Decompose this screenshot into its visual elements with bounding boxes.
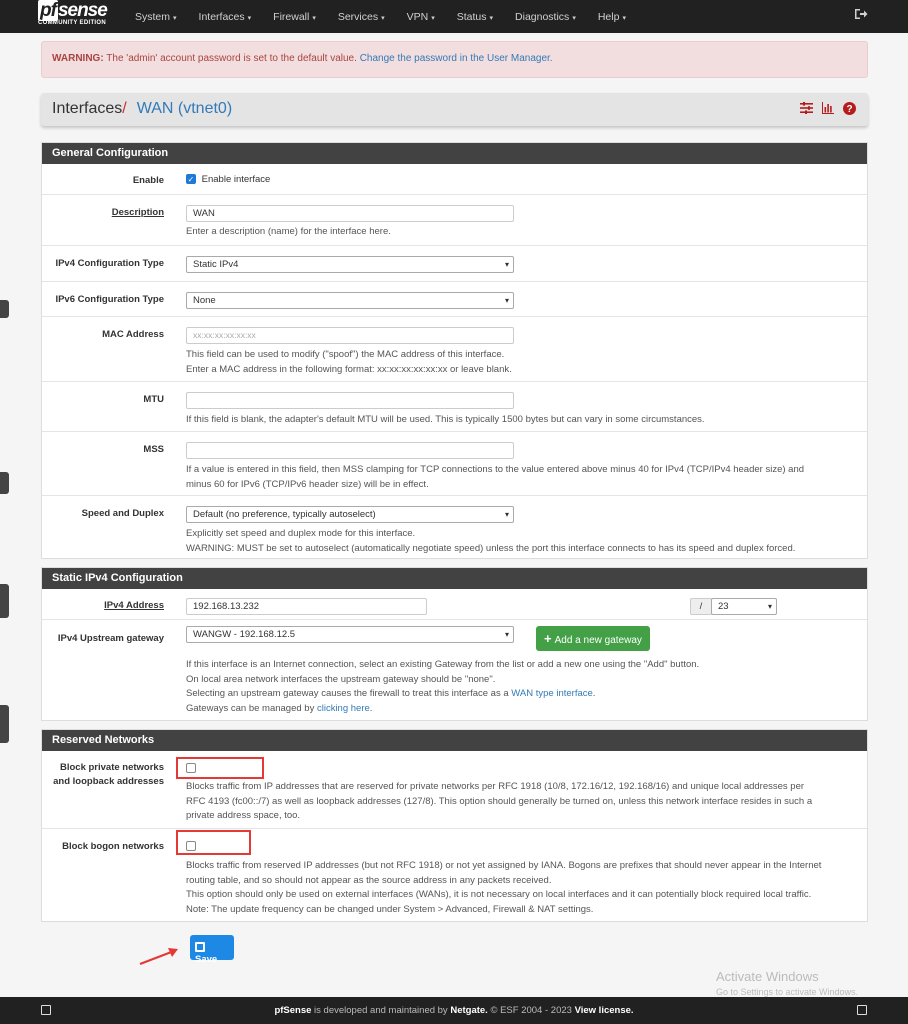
- row-ipv4-address: [42, 589, 867, 620]
- block-private-checkbox[interactable]: [186, 763, 196, 774]
- chevron-down-icon: ▾: [767, 602, 772, 611]
- gateway-help: If this interface is an Internet connection, select an existing Gateway from the list or add a new one using the "Add" button. On local area network interfaces the upstream gateway should be "none". Selecting an upstream gateway causes the firewall to treat this interface as a WAN type interface. Gateways can be managed by clicking here.: [186, 659, 700, 714]
- row-enable: [42, 164, 867, 195]
- svg-text:?: ?: [846, 104, 853, 115]
- mtu-label: MTU: [143, 394, 164, 405]
- ipv4-address-label: IPv4 Address: [104, 600, 164, 611]
- menu-diagnostics[interactable]: Diagnostics ▾: [515, 10, 576, 23]
- bar-chart-icon[interactable]: [822, 102, 834, 118]
- row-speed-duplex: [42, 496, 867, 559]
- chevron-down-icon: ▾: [504, 296, 509, 305]
- netgate-link[interactable]: Netgate.: [450, 1005, 488, 1016]
- menu-vpn[interactable]: VPN ▾: [406, 10, 435, 23]
- save-button[interactable]: Save: [190, 935, 234, 960]
- row-ipv4-type: [42, 246, 867, 282]
- ipv4-address-input[interactable]: 192.168.13.232: [186, 598, 427, 615]
- gateway-select[interactable]: WANGW - 192.168.12.5 ▾: [186, 626, 514, 643]
- ipv4-type-label: IPv4 Configuration Type: [55, 258, 164, 269]
- side-tab[interactable]: [0, 584, 9, 618]
- block-private-help: Blocks traffic from IP addresses that are reserved for private networks per RFC 1918 (10/8, 172.16/12, 192.168/16) and unique local addresses per RFC 4193 (fc00::/7) as well as loopback addresses (127/8). This option should generally be turned on, unless this network interface resides in such a private address space, too.: [186, 781, 813, 821]
- footer-brand: pfSense: [274, 1005, 312, 1016]
- edition-label: COMMUNITY EDITION: [38, 20, 106, 26]
- speed-label: Speed and Duplex: [81, 508, 164, 519]
- general-configuration-panel: [41, 142, 868, 559]
- mtu-input[interactable]: [186, 392, 514, 409]
- ipv4-type-select[interactable]: Static IPv4 ▾: [186, 256, 514, 273]
- mss-help: If a value is entered in this field, then MSS clamping for TCP connections to the value entered above minus 40 for IPv4 (TCP/IPv4 header size) and minus 60 for IPv6 (TCP/IPv6 header size) will be in effect.: [186, 464, 805, 490]
- clicking-here-link[interactable]: clicking here: [316, 702, 370, 714]
- mac-label: MAC Address: [102, 329, 164, 340]
- panel-title: General Configuration: [42, 143, 867, 164]
- chevron-down-icon: ▾: [504, 260, 509, 269]
- reserved-networks-panel: [41, 729, 868, 922]
- row-upstream-gateway: [42, 620, 867, 721]
- gateway-label: IPv4 Upstream gateway: [57, 633, 164, 644]
- add-gateway-button[interactable]: + Add a new gateway: [536, 626, 650, 651]
- description-label: Description: [111, 207, 164, 218]
- mac-input[interactable]: xx:xx:xx:xx:xx:xx: [186, 327, 514, 344]
- block-bogon-help: Blocks traffic from reserved IP addresses (but not RFC 1918) or not yet assigned by IANA. Bogons are prefixes that should never appear in the Internet routing table, and so should not appear as the source address in any packets received. This option should only be used on external interfaces (WANs), it is not necessary on local interfaces and it can potentially block required local traffic. Note: The update frequency can be changed under System > Advanced, Firewall & NAT settings.: [186, 860, 822, 915]
- mtu-help: If this field is blank, the adapter's default MTU will be used. This is typically 1500 bytes but can vary in some circumstances.: [186, 414, 705, 425]
- menu-status[interactable]: Status ▾: [456, 10, 494, 23]
- row-mtu: [42, 382, 867, 432]
- help-question-icon[interactable]: [843, 102, 856, 118]
- pfsense-logo[interactable]: pf sense COMMUNITY EDITION: [38, 0, 107, 26]
- mac-help: This field can be used to modify ("spoof") the MAC address of this interface. Enter a MAC address in the following format: xx:xx:xx:xx:xx:xx or leave blank.: [186, 349, 512, 375]
- logout-icon[interactable]: [854, 7, 868, 24]
- main-menu: [124, 0, 637, 33]
- speed-select[interactable]: Default (no preference, typically autoselect) ▾: [186, 506, 514, 523]
- mss-input[interactable]: [186, 442, 514, 459]
- speed-help: Explicitly set speed and duplex mode for this interface. WARNING: MUST be set to autoselect (automatically negotiate speed) unless the port this interface connects to has its speed and duplex forced.: [186, 528, 796, 554]
- row-mac: [42, 317, 867, 382]
- menu-help[interactable]: Help ▾: [597, 10, 626, 23]
- menu-services[interactable]: Services ▾: [337, 10, 385, 23]
- activate-windows-watermark: Activate Windows Go to Settings to activate Windows.: [716, 969, 859, 997]
- footer-left-icon[interactable]: [41, 1005, 51, 1015]
- enable-label: Enable: [132, 175, 164, 186]
- panel-title: Reserved Networks: [42, 730, 867, 751]
- top-navbar: [0, 0, 908, 33]
- block-bogon-checkbox[interactable]: [186, 841, 196, 852]
- ipv6-type-select[interactable]: None ▾: [186, 292, 514, 309]
- row-block-private: [42, 751, 867, 829]
- chevron-down-icon: ▾: [504, 510, 509, 519]
- mss-label: MSS: [143, 444, 164, 455]
- footer-right-icon[interactable]: [857, 1005, 867, 1015]
- side-tab[interactable]: [0, 705, 9, 743]
- row-ipv6-type: [42, 282, 867, 317]
- change-password-link[interactable]: Change the password in the User Manager.: [359, 53, 553, 64]
- red-arrow-annotation: [138, 945, 182, 967]
- ipv6-type-label: IPv6 Configuration Type: [55, 294, 164, 305]
- row-block-bogon: [42, 829, 867, 921]
- block-private-label: Block private networks and loopback addresses: [53, 762, 164, 787]
- side-tab[interactable]: [0, 300, 9, 318]
- settings-sliders-icon[interactable]: [800, 102, 813, 118]
- block-bogon-label: Block bogon networks: [62, 841, 164, 852]
- menu-interfaces[interactable]: Interfaces ▾: [198, 10, 252, 23]
- cidr-select[interactable]: 23 ▾: [711, 598, 777, 615]
- breadcrumb-section[interactable]: Interfaces: [52, 100, 123, 117]
- breadcrumb-current: WAN (vtnet0): [136, 100, 233, 117]
- warning-prefix: WARNING:: [52, 53, 104, 64]
- warning-text: The 'admin' account password is set to the default value.: [103, 53, 360, 64]
- chevron-down-icon: ▾: [504, 630, 509, 639]
- menu-firewall[interactable]: Firewall ▾: [273, 10, 316, 23]
- panel-title: Static IPv4 Configuration: [42, 568, 867, 589]
- wan-type-interface-link[interactable]: WAN type interface: [511, 688, 593, 699]
- description-input[interactable]: WAN: [186, 205, 514, 222]
- breadcrumb: [41, 93, 868, 126]
- side-tab[interactable]: [0, 472, 9, 494]
- menu-system[interactable]: System ▾: [135, 10, 177, 23]
- enable-checkbox-wrap[interactable]: [186, 174, 270, 185]
- description-help: Enter a description (name) for the interface here.: [186, 226, 391, 237]
- save-disk-icon: [195, 942, 205, 952]
- default-password-warning: [41, 41, 868, 78]
- view-license-link[interactable]: View license.: [574, 1005, 634, 1016]
- enable-text: Enable interface: [201, 174, 271, 185]
- plus-icon: +: [544, 631, 552, 646]
- cidr-separator: /: [690, 598, 712, 615]
- row-description: [42, 195, 867, 246]
- enable-checkbox[interactable]: ✓: [187, 175, 195, 185]
- footer: pfSense is developed and maintained by Netgate. © ESF 2004 - 2023 View license.: [0, 997, 908, 1024]
- static-ipv4-panel: [41, 567, 868, 721]
- row-mss: [42, 432, 867, 496]
- breadcrumb-separator: /: [122, 100, 127, 117]
